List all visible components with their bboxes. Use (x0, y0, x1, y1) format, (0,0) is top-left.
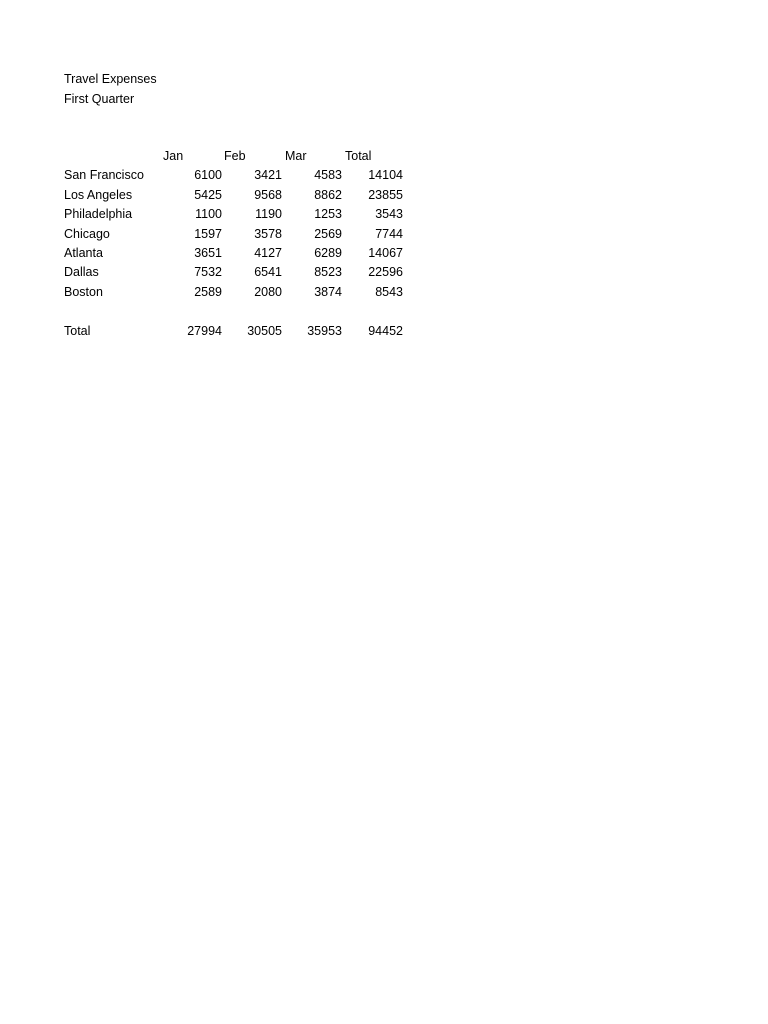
cell-feb: 3421 (254, 168, 282, 183)
expense-table (64, 148, 406, 343)
cell-jan: 2589 (194, 284, 222, 299)
cell-mar: 6289 (314, 245, 342, 260)
table-row (64, 226, 406, 245)
cell-feb: 1190 (255, 207, 282, 222)
cell-mar: 3874 (314, 284, 342, 299)
total-mar: 35953 (307, 324, 342, 339)
cell-total: 3543 (375, 207, 403, 222)
cell-jan: 5425 (194, 187, 222, 202)
total-feb: 30505 (247, 324, 282, 339)
cell-mar: 4583 (314, 168, 342, 183)
total-label: Total (64, 324, 91, 339)
total-jan: 27994 (187, 324, 222, 339)
table-row (64, 264, 406, 283)
table-row (64, 245, 406, 264)
cell-jan: 1597 (194, 226, 222, 241)
row-label: Los Angeles (64, 187, 133, 202)
column-header-total: Total (345, 149, 372, 163)
cell-total: 22596 (368, 265, 403, 280)
row-label: Atlanta (64, 245, 103, 260)
cell-feb: 3578 (254, 226, 282, 241)
table-row (64, 187, 406, 206)
cell-feb: 4127 (254, 245, 282, 260)
page-title: Travel Expenses (64, 72, 157, 86)
table-row (64, 284, 406, 303)
cell-total: 14104 (368, 168, 403, 183)
table-header-row (64, 148, 406, 167)
column-header-mar: Mar (285, 149, 307, 163)
cell-feb: 2080 (254, 284, 282, 299)
cell-jan: 3651 (194, 245, 222, 260)
column-header-jan: Jan (163, 149, 184, 163)
table-row (64, 167, 406, 186)
total-grand: 94452 (368, 324, 403, 339)
cell-total: 23855 (368, 187, 403, 202)
cell-jan: 7532 (194, 265, 222, 280)
cell-feb: 9568 (254, 187, 282, 202)
cell-total: 7744 (375, 226, 403, 241)
cell-total: 14067 (368, 245, 403, 260)
cell-jan: 6100 (194, 168, 222, 183)
cell-jan: 1100 (195, 207, 222, 222)
column-header-feb: Feb (224, 149, 246, 163)
row-label: San Francisco (64, 168, 144, 183)
row-label: Boston (64, 284, 103, 299)
row-label: Chicago (64, 226, 110, 241)
page-subtitle: First Quarter (64, 92, 135, 106)
cell-mar: 8523 (314, 265, 342, 280)
blank-row (64, 303, 406, 323)
cell-mar: 8862 (314, 187, 342, 202)
row-label: Philadelphia (64, 207, 133, 222)
cell-mar: 1253 (314, 207, 342, 222)
table-row (64, 206, 406, 225)
cell-mar: 2569 (314, 226, 342, 241)
cell-total: 8543 (375, 284, 403, 299)
table-total-row (64, 323, 406, 342)
row-label: Dallas (64, 265, 99, 280)
cell-feb: 6541 (254, 265, 282, 280)
